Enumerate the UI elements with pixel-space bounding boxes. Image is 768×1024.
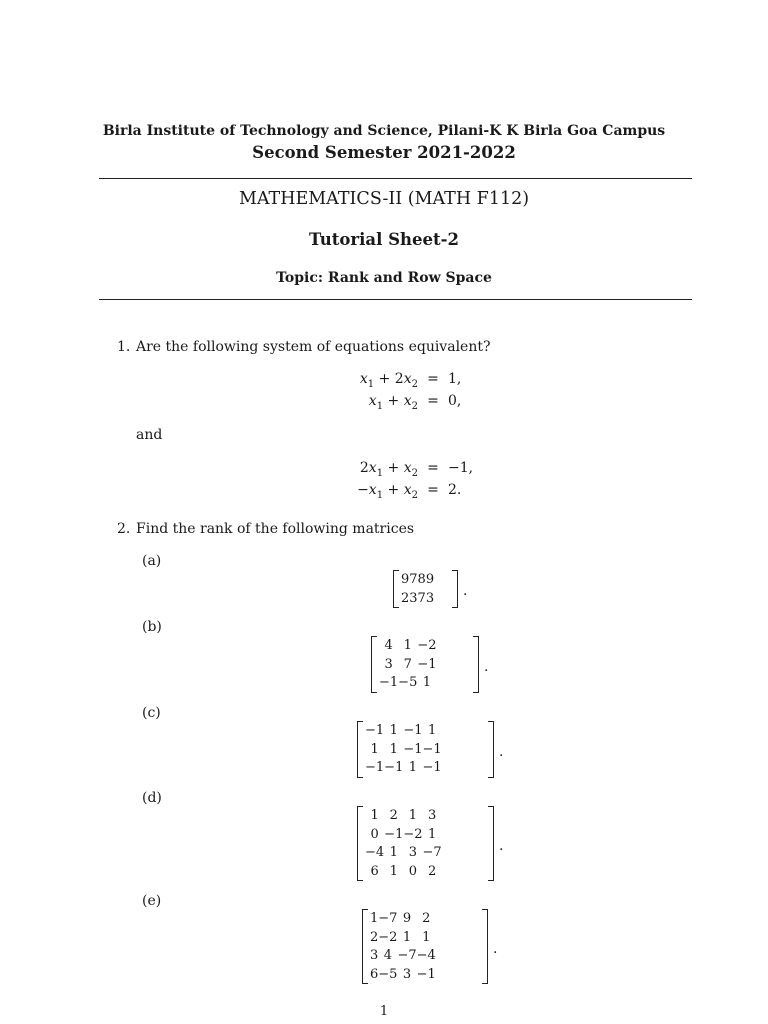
matrix-entry: −7 bbox=[378, 911, 398, 926]
matrix-b bbox=[371, 636, 489, 693]
equation-rhs: 2. bbox=[448, 482, 462, 498]
part-label-d: (d) bbox=[142, 790, 162, 806]
question-text: Are the following system of equations equivalent? bbox=[136, 339, 491, 355]
matrix-entry: 4 bbox=[383, 948, 392, 963]
connector-text: and bbox=[136, 427, 163, 443]
part-label-c: (c) bbox=[142, 705, 161, 721]
topic-label: Topic: Rank and Row Space bbox=[276, 270, 492, 286]
matrix-entry: 1 bbox=[389, 845, 398, 860]
matrix-entry: 2 bbox=[370, 929, 379, 945]
right-bracket bbox=[452, 570, 458, 608]
matrix-entry: −1 bbox=[384, 760, 404, 775]
equation-row bbox=[0, 371, 768, 391]
sheet-title: Tutorial Sheet-2 bbox=[309, 230, 459, 249]
matrix-row bbox=[365, 759, 442, 778]
equation-lhs: $x_1 + 2x_2$ bbox=[359, 371, 418, 390]
matrix-entry: −1 bbox=[365, 723, 385, 738]
left-bracket bbox=[362, 909, 368, 984]
equation-system-2 bbox=[0, 460, 768, 504]
matrix-entry: 0 bbox=[370, 826, 379, 842]
equation-row bbox=[0, 482, 768, 502]
matrix-entry: 1 bbox=[422, 929, 431, 945]
matrix-entries bbox=[365, 722, 442, 778]
matrix-entry: −1 bbox=[403, 723, 423, 738]
matrix-entry: 1 bbox=[389, 863, 398, 879]
matrix-entry: 4 bbox=[384, 638, 393, 653]
matrix-period: . bbox=[493, 940, 498, 957]
equation-row bbox=[0, 460, 768, 480]
matrix-entry: 0 bbox=[408, 863, 418, 879]
matrix-entry: −1 bbox=[417, 656, 437, 672]
matrix-entry: 1 bbox=[408, 808, 418, 823]
semester-label: Second Semester 2021-2022 bbox=[252, 143, 516, 162]
matrix-row bbox=[365, 844, 442, 863]
institution-name: Birla Institute of Technology and Science, Pilani-K K Birla Goa Campus bbox=[102, 123, 666, 139]
matrix-entry: −2 bbox=[417, 638, 437, 653]
equation-relation: = bbox=[427, 482, 439, 498]
matrix-entry: 2 bbox=[422, 911, 431, 926]
equation-system-1 bbox=[0, 371, 768, 415]
matrix-entry: −1 bbox=[416, 966, 436, 982]
matrix-entry: 7 bbox=[403, 656, 412, 672]
matrix-entry: 1 bbox=[370, 741, 379, 757]
matrix-row bbox=[365, 826, 442, 845]
part-label-e: (e) bbox=[142, 893, 162, 909]
right-bracket bbox=[488, 721, 494, 778]
matrix-row bbox=[365, 807, 442, 826]
matrix-entry: 3 bbox=[408, 845, 418, 860]
matrix-row bbox=[365, 863, 442, 882]
matrix-entries bbox=[370, 910, 436, 984]
matrix-row bbox=[379, 674, 437, 693]
matrix-entry: −1 bbox=[365, 760, 385, 775]
equation-rhs: −1, bbox=[448, 460, 474, 476]
matrix-entry: 3 bbox=[427, 808, 437, 823]
matrix-d bbox=[357, 806, 504, 881]
matrix-entry: 1 bbox=[370, 808, 379, 823]
matrix-row bbox=[401, 590, 434, 609]
matrix-entry: 6 bbox=[370, 863, 379, 879]
page-number: 1 bbox=[379, 1004, 389, 1019]
matrix-entry: −1 bbox=[379, 675, 399, 690]
matrix-entry: −2 bbox=[378, 929, 398, 945]
matrix-entry: 1 bbox=[427, 826, 437, 842]
matrix-entry: −4 bbox=[365, 845, 385, 860]
equation-rhs: 0, bbox=[448, 393, 462, 409]
matrix-row bbox=[379, 656, 437, 675]
matrix-entry: 1 bbox=[389, 741, 398, 757]
right-bracket bbox=[473, 636, 479, 693]
right-bracket bbox=[488, 806, 494, 881]
question-text: Find the rank of the following matrices bbox=[136, 521, 415, 537]
matrix-period: . bbox=[499, 743, 504, 760]
question-number: 2. bbox=[117, 521, 131, 537]
matrix-period: . bbox=[499, 837, 504, 854]
matrix-entry: 1 bbox=[389, 723, 398, 738]
question-number: 1. bbox=[117, 339, 131, 355]
left-bracket bbox=[357, 721, 363, 778]
equation-relation: = bbox=[427, 371, 439, 387]
left-bracket bbox=[371, 636, 377, 693]
equation-row bbox=[0, 393, 768, 413]
matrix-row bbox=[379, 637, 437, 656]
equation-lhs: $2x_1 + x_2$ bbox=[359, 460, 418, 479]
matrix-entry: 3 bbox=[370, 948, 379, 963]
matrix-entries bbox=[365, 807, 442, 881]
matrix-entry: 23 bbox=[401, 590, 418, 606]
matrix-entry: 3 bbox=[402, 966, 412, 982]
matrix-entry: 1 bbox=[408, 760, 418, 775]
matrix-entry: −4 bbox=[416, 948, 436, 963]
matrix-a bbox=[393, 570, 468, 608]
matrix-entry: 2 bbox=[389, 808, 398, 823]
part-label-a: (a) bbox=[142, 553, 162, 569]
matrix-entry: 6 bbox=[370, 966, 379, 982]
left-bracket bbox=[357, 806, 363, 881]
equation-lhs: $-x_1 + x_2$ bbox=[357, 482, 418, 501]
right-bracket bbox=[482, 909, 488, 984]
matrix-entry: 1 bbox=[370, 911, 379, 926]
equation-lhs: $x_1 + x_2$ bbox=[368, 393, 418, 412]
matrix-row bbox=[370, 947, 436, 966]
part-label-b: (b) bbox=[142, 619, 162, 635]
matrix-entries bbox=[379, 637, 437, 693]
matrix-entry: −7 bbox=[397, 948, 417, 963]
matrix-c bbox=[357, 721, 504, 778]
matrix-row bbox=[365, 722, 442, 741]
matrix-entry: −1 bbox=[422, 741, 442, 757]
matrix-row bbox=[370, 929, 436, 948]
matrix-period: . bbox=[484, 658, 489, 675]
matrix-entries bbox=[401, 571, 434, 608]
matrix-row bbox=[370, 910, 436, 929]
course-title: MATHEMATICS-II (MATH F112) bbox=[238, 189, 530, 209]
matrix-entry: −2 bbox=[403, 826, 423, 842]
matrix-entry: 1 bbox=[427, 723, 437, 738]
matrix-entry: 2 bbox=[427, 863, 437, 879]
matrix-entry: −5 bbox=[398, 675, 418, 690]
matrix-entry: 3 bbox=[384, 656, 393, 672]
matrix-entry: 97 bbox=[401, 572, 418, 587]
equation-relation: = bbox=[427, 393, 439, 409]
matrix-e bbox=[362, 909, 498, 984]
matrix-entry: 1 bbox=[422, 675, 432, 690]
matrix-entry: −1 bbox=[403, 741, 423, 757]
matrix-entry: −1 bbox=[384, 826, 404, 842]
left-bracket bbox=[393, 570, 399, 608]
matrix-entry: 1 bbox=[402, 929, 412, 945]
matrix-entry: 89 bbox=[417, 572, 435, 587]
matrix-period: . bbox=[463, 583, 468, 599]
matrix-entry: 73 bbox=[417, 590, 435, 606]
matrix-entry: 1 bbox=[403, 638, 412, 653]
matrix-entry: 9 bbox=[402, 911, 412, 926]
matrix-row bbox=[370, 966, 436, 985]
equation-rhs: 1, bbox=[448, 371, 462, 387]
matrix-entry: −5 bbox=[378, 966, 398, 982]
header-bottom-rule bbox=[99, 299, 692, 300]
equation-relation: = bbox=[427, 460, 439, 476]
header-top-rule bbox=[99, 178, 692, 179]
matrix-row bbox=[365, 741, 442, 760]
matrix-entry: −7 bbox=[422, 845, 442, 860]
matrix-entry: −1 bbox=[422, 760, 442, 775]
matrix-row bbox=[401, 571, 434, 590]
